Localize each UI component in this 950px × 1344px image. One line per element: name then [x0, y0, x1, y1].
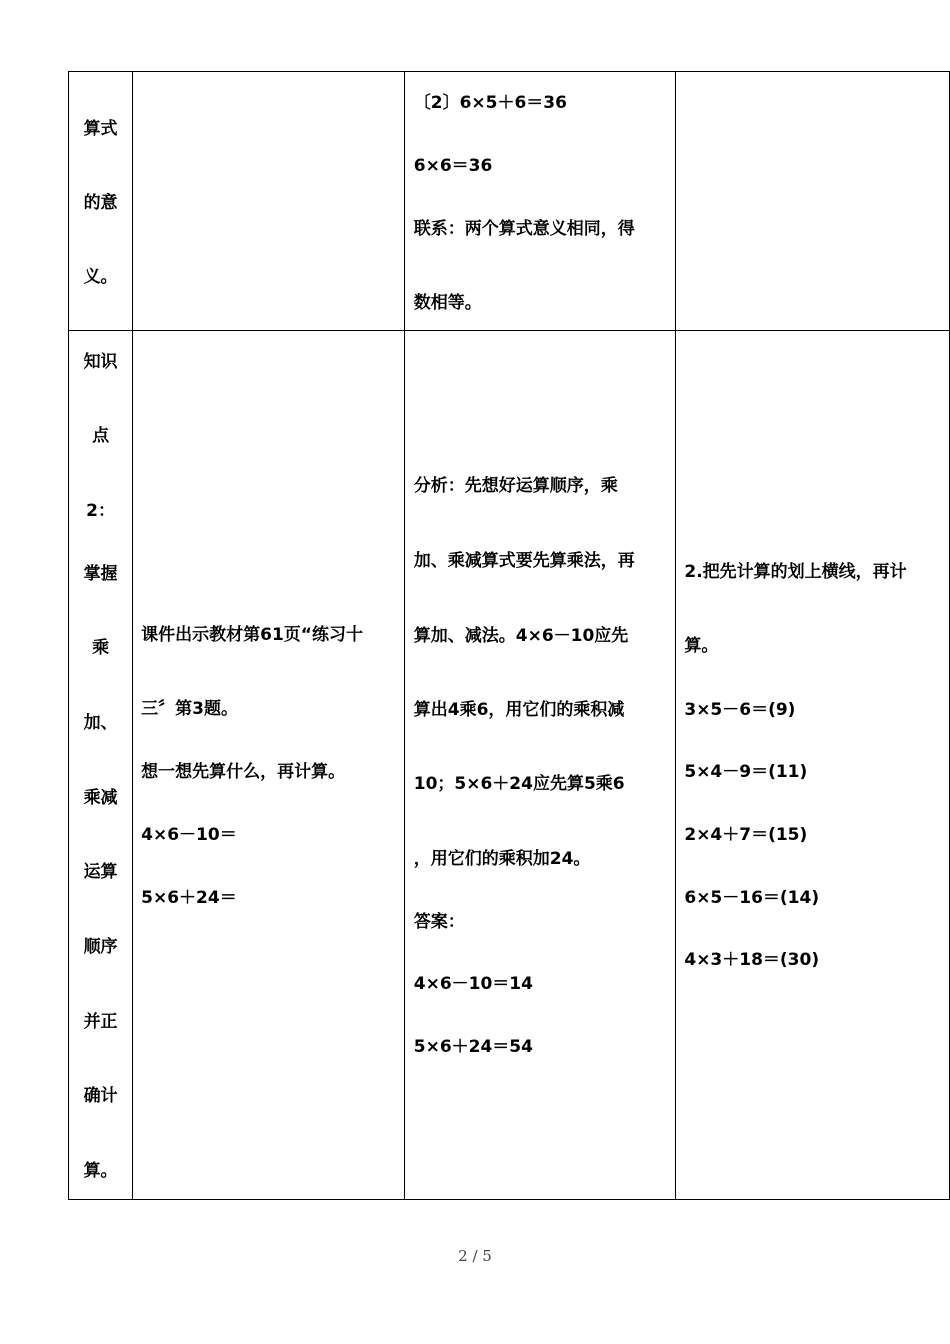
row1-label-line: 义。	[83, 267, 118, 287]
row1-analysis-cell	[404, 72, 676, 331]
table-row	[69, 72, 950, 331]
row2-analysis-line: 答案：	[413, 912, 465, 932]
row2-analysis-line: 分析：先想好运算顺序，乘	[413, 476, 618, 496]
row2-label-line: 加、	[83, 713, 118, 733]
row2-label-line: 掌握	[83, 564, 118, 584]
row2-label-line: 运算	[83, 862, 118, 882]
row1-label-line: 算式	[83, 119, 118, 139]
row2-analysis-line: 5×6＋24＝54	[413, 1037, 533, 1057]
row2-analysis-line: 10；5×6＋24应先算5乘6	[413, 774, 625, 794]
row2-activity-line: 想一想先算什么，再计算。	[141, 762, 346, 782]
row1-analysis-line: 6×6＝36	[413, 156, 493, 176]
row2-label-line: 乘减	[83, 788, 118, 808]
row2-practice-line: 3×5－6＝(9)	[684, 700, 796, 720]
row2-label-line: 乘	[92, 638, 110, 658]
row2-practice-line: 5×4－9＝(11)	[684, 762, 808, 782]
row1-analysis-line: 〔2〕6×5＋6＝36	[413, 93, 567, 113]
row2-label-line: 并正	[83, 1012, 118, 1032]
row2-practice-line: 算。	[684, 636, 719, 656]
lesson-table	[68, 71, 950, 1200]
row2-label-line: 知识	[83, 352, 118, 372]
row2-practice-cell	[676, 331, 950, 1200]
row2-analysis-line: 加、乘减算式要先算乘法，再	[413, 551, 635, 571]
row2-analysis-line: 算出4乘6，用它们的乘积减	[413, 700, 625, 720]
row2-analysis-line: ，用它们的乘积加24。	[413, 849, 591, 869]
row1-practice-cell	[676, 72, 950, 331]
row2-activity-line: 三〞第3题。	[141, 699, 238, 719]
table-row	[69, 331, 950, 1200]
row2-analysis-line: 4×6－10＝14	[413, 974, 533, 994]
row2-label-line: 算。	[83, 1161, 118, 1181]
row2-activity-cell	[133, 331, 405, 1200]
row1-label-line: 的意	[83, 193, 118, 213]
row2-activity-line: 4×6－10＝	[141, 825, 237, 845]
row2-activity-line: 课件出示教材第61页“练习十	[141, 625, 363, 645]
row1-label-cell	[69, 72, 133, 331]
row1-analysis-line: 数相等。	[413, 293, 482, 313]
row1-activity-cell	[133, 72, 405, 331]
row2-label-line: 确计	[83, 1086, 118, 1106]
row2-label-line: 顺序	[83, 937, 118, 957]
row2-activity-line: 5×6＋24＝	[141, 888, 237, 908]
row1-analysis-line: 联系：两个算式意义相同，得	[413, 219, 635, 239]
row2-analysis-line: 算加、减法。4×6－10应先	[413, 626, 629, 646]
row2-analysis-cell	[404, 331, 676, 1200]
row2-label-cell	[69, 331, 133, 1200]
row2-practice-line: 6×5－16＝(14)	[684, 888, 820, 908]
row2-label-line: 2：	[86, 501, 115, 521]
page-number: 2 / 5	[458, 1247, 492, 1265]
row2-practice-line: 4×3＋18＝(30)	[684, 950, 820, 970]
row2-practice-line: 2.把先计算的划上横线，再计	[684, 562, 907, 582]
row2-label-line: 点	[92, 426, 110, 446]
row2-practice-line: 2×4＋7＝(15)	[684, 825, 808, 845]
